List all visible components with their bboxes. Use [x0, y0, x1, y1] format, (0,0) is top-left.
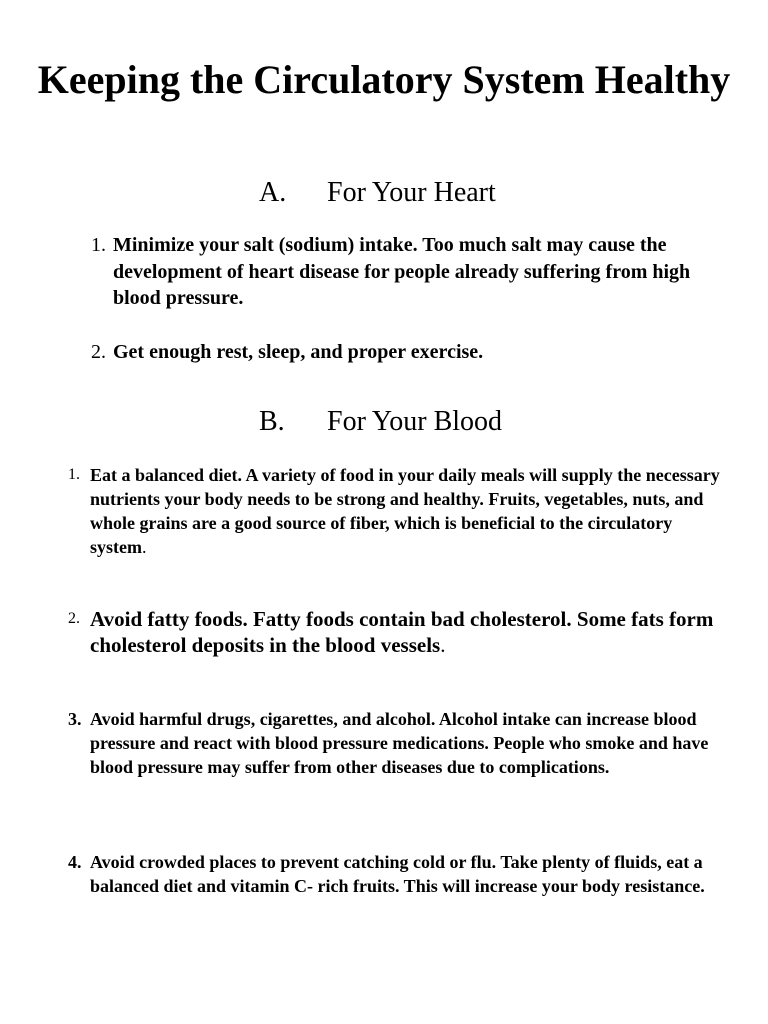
list-item-number: 4. — [68, 852, 82, 872]
list-item-number: 1. — [91, 234, 106, 256]
list-item-number: 1. — [68, 466, 80, 483]
list-item-text: Avoid harmful drugs, cigarettes, and alcohol. Alcohol intake can increase blood pressure and react with blood pressure medications. People who smoke and have blood pressure may suffer from other diseases due to complications. — [90, 709, 709, 777]
section-letter: B. — [259, 406, 285, 437]
section-heading-blood — [259, 406, 502, 438]
section-heading-heart — [259, 177, 496, 209]
list-item-number: 3. — [68, 709, 82, 729]
list-item-text: Get enough rest, sleep, and proper exercise. — [113, 341, 484, 363]
page-title — [0, 54, 768, 106]
section-letter: A. — [259, 177, 287, 208]
section-title: For Your Heart — [327, 177, 496, 208]
list-item-trailing: . — [142, 537, 147, 557]
section-title: For Your Blood — [327, 406, 503, 437]
list-item-text — [90, 463, 730, 559]
list-item-trailing: . — [440, 633, 446, 657]
list-item-body: Eat a balanced diet. A variety of food in your daily meals will supply the necessary nutrients your body needs to be strong and healthy. Fruits, vegetables, nuts, and whole grains are a good source of fiber, which is beneficial to the circulatory system — [90, 465, 720, 557]
list-item-text: Minimize your salt (sodium) intake. Too much salt may cause the development of heart disease for people already suffering from high blood pressure. — [113, 234, 691, 309]
page-title-text: Keeping the Circulatory System Healthy — [37, 57, 731, 102]
list-item-text — [90, 606, 730, 658]
list-item-text: Avoid crowded places to prevent catching cold or flu. Take plenty of fluids, eat a balanced diet and vitamin C- rich fruits. This will increase your body resistance. — [90, 852, 705, 896]
list-item-number: 2. — [68, 610, 80, 627]
list-item-number: 2. — [91, 341, 106, 363]
list-item-body: Avoid fatty foods. Fatty foods contain bad cholesterol. Some fats form cholesterol deposits in the blood vessels — [90, 607, 714, 657]
